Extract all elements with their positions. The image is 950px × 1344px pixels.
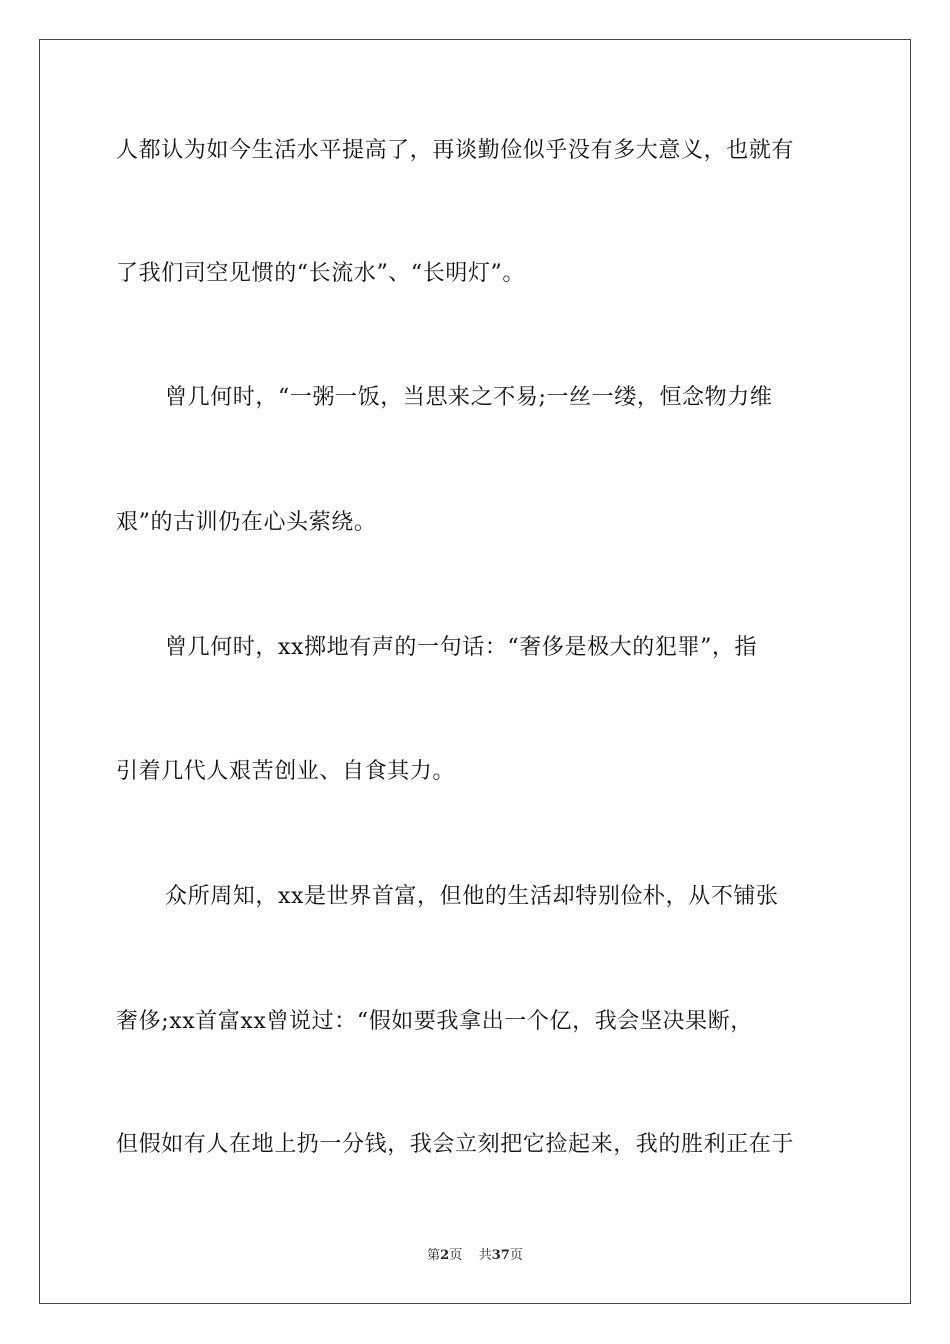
text-line-4: 艰”的古训仍在心头萦绕。 xyxy=(116,510,377,535)
text-line-1: 人都认为如今生活水平提高了，再谈勤俭似乎没有多大意义，也就有 xyxy=(116,138,795,163)
page-footer xyxy=(0,1247,950,1265)
page-prefix: 第 xyxy=(427,1248,441,1263)
text-line-9: 但假如有人在地上扔一分钱，我会立刻把它捡起来，我的胜利正在于 xyxy=(116,1132,795,1157)
text-line-8: 奢侈;xx首富xx曾说过：“假如要我拿出一个亿，我会坚决果断， xyxy=(116,1009,753,1034)
text-line-5: 曾几何时，xx掷地有声的一句话：“奢侈是极大的犯罪”，指 xyxy=(165,635,758,660)
text-line-7: 众所周知，xx是世界首富，但他的生活却特别俭朴，从不铺张 xyxy=(165,884,779,909)
page-border xyxy=(39,39,911,1304)
total-prefix: 共 xyxy=(478,1248,492,1263)
page-suffix: 页 xyxy=(449,1248,463,1263)
total-pages: 37 xyxy=(491,1248,510,1263)
total-suffix: 页 xyxy=(509,1248,523,1263)
text-line-3: 曾几何时，“一粥一饭，当思来之不易;一丝一缕，恒念物力维 xyxy=(165,385,773,410)
text-line-2: 了我们司空见惯的“长流水”、“长明灯”。 xyxy=(116,261,525,286)
page-number: 2 xyxy=(440,1248,450,1263)
text-line-6: 引着几代人艰苦创业、自食其力。 xyxy=(116,759,456,784)
